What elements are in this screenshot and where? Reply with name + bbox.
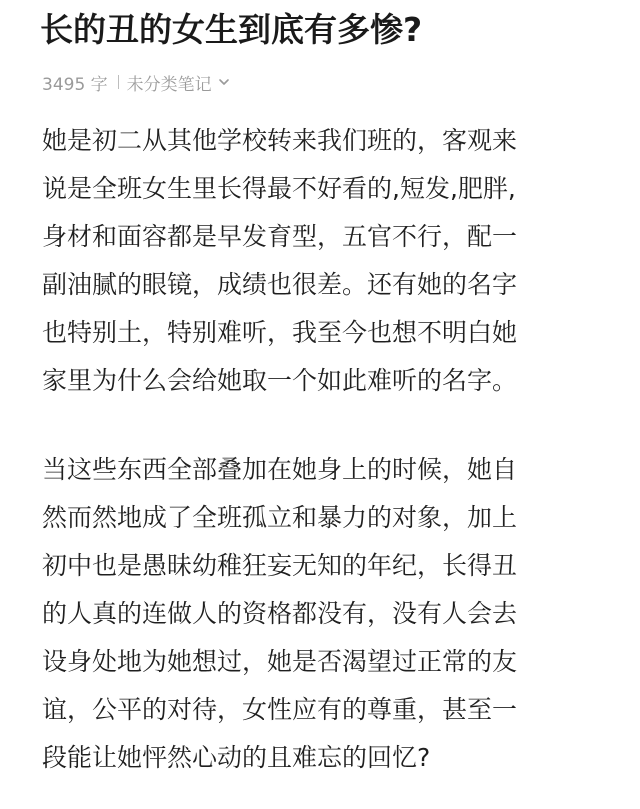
paragraph-line: 的人真的连做人的资格都没有，没有人会去 xyxy=(42,599,518,628)
paragraph xyxy=(42,117,617,405)
category-label: 未分类笔记 xyxy=(126,74,212,95)
article-title: 长的丑的女生到底有多惨? xyxy=(40,10,423,49)
paragraph-line: 设身处地为她想过，她是否渴望过正常的友 xyxy=(42,647,518,676)
paragraph-line: 初中也是愚昧幼稚狂妄无知的年纪，长得丑 xyxy=(42,551,518,580)
paragraph-line: 说是全班女生里长得最不好看的,短发,肥胖, xyxy=(42,174,516,203)
paragraph-line: 副油腻的眼镜，成绩也很差。还有她的名字 xyxy=(42,270,518,299)
meta-divider xyxy=(118,75,119,89)
paragraph-line: 段能让她怦然心动的且难忘的回忆? xyxy=(42,743,431,772)
chevron-down-icon xyxy=(218,76,230,88)
paragraph-line: 家里为什么会给她取一个如此难听的名字。 xyxy=(42,366,518,395)
category-selector[interactable] xyxy=(127,70,230,95)
paragraph xyxy=(42,446,617,782)
article-meta xyxy=(42,70,230,94)
paragraph-line: 当这些东西全部叠加在她身上的时候，她自 xyxy=(42,455,518,484)
paragraph-line: 身材和面容都是早发育型，五官不行，配一 xyxy=(42,222,518,251)
paragraph-line: 也特别土，特别难听，我至今也想不明白她 xyxy=(42,318,518,347)
paragraph-line: 她是初二从其他学校转来我们班的，客观来 xyxy=(42,126,518,155)
paragraph-line: 然而然地成了全班孤立和暴力的对象，加上 xyxy=(42,503,518,532)
paragraph-line: 谊，公平的对待，女性应有的尊重，甚至一 xyxy=(42,695,518,724)
word-count: 3495 字 xyxy=(42,74,108,95)
